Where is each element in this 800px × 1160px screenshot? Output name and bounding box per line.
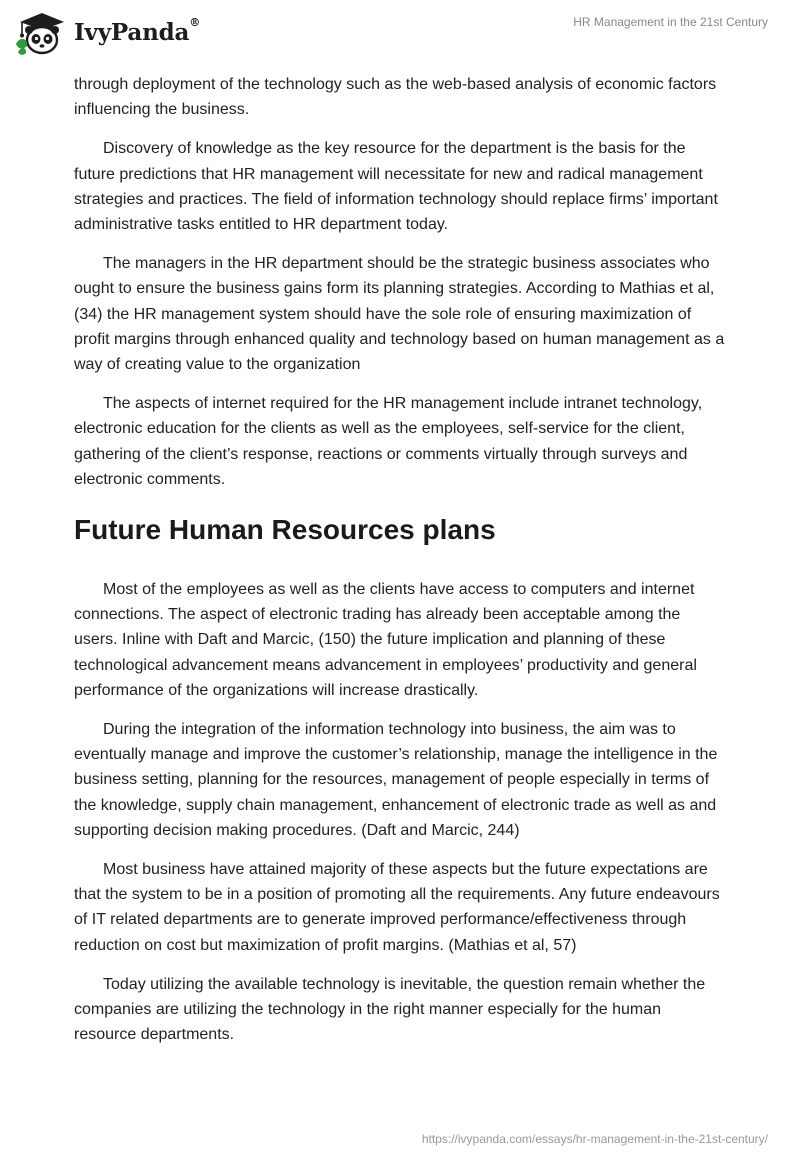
page-header — [0, 0, 800, 64]
paragraph: Discovery of knowledge as the key resource for the department is the basis for the future predictions that HR management will necessitate for new and radical management strategies and practices. The field of information technology should replace firms’ important administrative tasks entitled to HR department today. — [74, 140, 718, 234]
source-url[interactable]: https://ivypanda.com/essays/hr-management-in-the-21st-century/ — [421, 1132, 768, 1146]
section-heading: Future Human Resources plans — [74, 514, 496, 546]
brand-text: IvyPanda — [74, 18, 190, 46]
essay-content — [74, 72, 726, 1062]
paragraph: Today utilizing the available technology is inevitable, the question remain whether the companies are utilizing the technology in the right manner especially for the human resource departments. — [74, 975, 706, 1044]
paragraph: Most of the employees as well as the clients have access to computers and internet connections. The aspect of electronic trading has already been acceptable among the users. Inline with Daft and Marcic, (150) the future implication and planning of these technological advancement means advancement in employees’ productivity and general performance of the organizations will increase drastically. — [74, 581, 697, 699]
paragraph: During the integration of the information technology into business, the aim was to eventually manage and improve the customer’s relationship, manage the intelligence in the business setting, planning for the resources, management of people especially in terms of the knowledge, supply chain management, enhancement of electronic trade as well as and supporting decision making procedures. (Daft and Marcic, 244) — [74, 721, 718, 839]
paragraph: The aspects of internet required for the HR management include intranet technology, electronic education for the clients as well as the employees, self-service for the client, gathering of the client’s response, reactions or comments virtually through surveys and electronic comments. — [74, 395, 703, 488]
panda-graduate-icon — [14, 8, 70, 56]
ivypanda-logo[interactable] — [14, 8, 200, 56]
paragraph: Most business have attained majority of these aspects but the future expectations are that the system to be in a position of promoting all the requirements. Any future endeavours of IT related departments are to generate improved performance/effectiveness through reduction on cost but maximization of profit margins. (Mathias et al, 57) — [74, 861, 720, 954]
paragraph-continued: through deployment of the technology such as the web-based analysis of economic factors influencing the business. — [74, 76, 717, 119]
paragraph: The managers in the HR department should be the strategic business associates who ought to ensure the business gains form its planning strategies. According to Mathias et al, (34) the HR management system should have the sole role of ensuring maximization of profit margins through enhanced quality and technology based on human management as a way of creating value to the organization — [74, 255, 725, 374]
brand-name — [74, 15, 200, 46]
registered-mark: ® — [189, 15, 200, 29]
document-title: HR Management in the 21st Century — [573, 15, 768, 29]
